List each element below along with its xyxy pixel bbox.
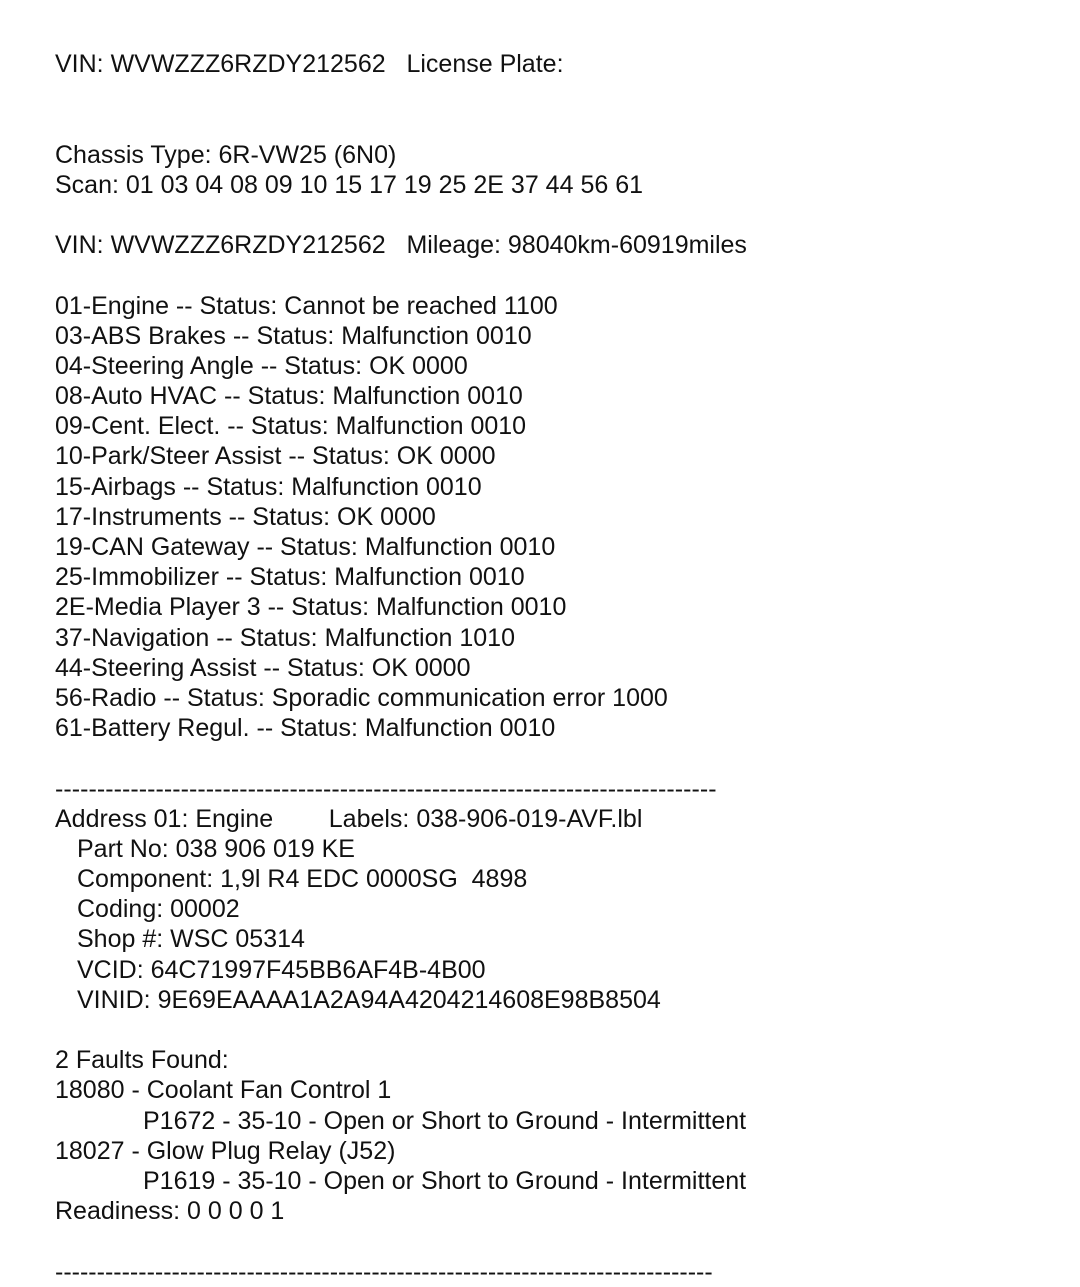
- spacer: [55, 743, 1080, 773]
- spacer: [55, 260, 1080, 290]
- chassis-type-line: Chassis Type: 6R-VW25 (6N0): [55, 140, 397, 169]
- faults-count: 2 Faults Found:: [55, 1046, 229, 1075]
- module-status-item: 19-CAN Gateway -- Status: Malfunction 0010: [55, 533, 556, 562]
- spacer: [55, 1226, 1080, 1256]
- module-status-item: 08-Auto HVAC -- Status: Malfunction 0010: [55, 382, 523, 411]
- module-status-item: 04-Steering Angle -- Status: OK 0000: [55, 351, 468, 380]
- module-status-item: 17-Instruments -- Status: OK 0000: [55, 502, 436, 531]
- component: Component: 1,9l R4 EDC 0000SG 4898: [77, 865, 528, 894]
- module-status-item: 61-Battery Regul. -- Status: Malfunction 0010: [55, 714, 556, 743]
- module-status-item: 37-Navigation -- Status: Malfunction 1010: [55, 623, 515, 652]
- readiness: Readiness: 0 0 0 0 1: [55, 1197, 285, 1226]
- module-status-item: 44-Steering Assist -- Status: OK 0000: [55, 653, 471, 682]
- scan-line: Scan: 01 03 04 08 09 10 15 17 19 25 2E 37 44 56 61: [55, 170, 644, 199]
- scan-report: [55, 49, 1080, 1287]
- spacer: [55, 200, 1080, 230]
- spacer: [55, 1015, 1080, 1045]
- module-status-item: 09-Cent. Elect. -- Status: Malfunction 0010: [55, 412, 527, 441]
- vin-license-line: VIN: WVWZZZ6RZDY212562 License Plate:: [55, 50, 564, 78]
- spacer: [55, 79, 1080, 139]
- shop-number: Shop #: WSC 05314: [77, 925, 305, 954]
- vin-mileage-line: VIN: WVWZZZ6RZDY212562 Mileage: 98040km-60919miles: [55, 231, 747, 260]
- vcid: VCID: 64C71997F45BB6AF4B-4B00: [77, 955, 486, 984]
- section-separator: -------------------------------------------------------------------------------: [55, 1257, 713, 1286]
- module-status-item: 01-Engine -- Status: Cannot be reached 1100: [55, 291, 558, 320]
- fault-detail: P1619 - 35-10 - Open or Short to Ground - Intermittent: [143, 1166, 747, 1195]
- module-status-item: 10-Park/Steer Assist -- Status: OK 0000: [55, 442, 496, 471]
- vinid: VINID: 9E69EAAAA1A2A94A4204214608E98B8504: [77, 985, 661, 1014]
- module-status-item: 03-ABS Brakes -- Status: Malfunction 0010: [55, 321, 532, 350]
- coding: Coding: 00002: [77, 895, 240, 924]
- address-heading: Address 01: Engine Labels: 038-906-019-AVF.lbl: [55, 804, 643, 833]
- module-status-item: 15-Airbags -- Status: Malfunction 0010: [55, 472, 482, 501]
- section-separator: -------------------------------------------------------------------------------: [55, 774, 717, 803]
- fault-detail: P1672 - 35-10 - Open or Short to Ground - Intermittent: [143, 1106, 747, 1135]
- faults-section: [55, 1045, 1080, 1226]
- module-status-item: 56-Radio -- Status: Sporadic communication error 1000: [55, 683, 668, 712]
- module-status-item: 2E-Media Player 3 -- Status: Malfunction 0010: [55, 593, 567, 622]
- address-section: [55, 804, 1080, 1015]
- module-status-list: [55, 291, 1080, 744]
- fault-code: 18027 - Glow Plug Relay (J52): [55, 1136, 396, 1165]
- module-status-item: 25-Immobilizer -- Status: Malfunction 0010: [55, 563, 525, 592]
- fault-code: 18080 - Coolant Fan Control 1: [55, 1076, 392, 1105]
- part-number: Part No: 038 906 019 KE: [77, 834, 355, 863]
